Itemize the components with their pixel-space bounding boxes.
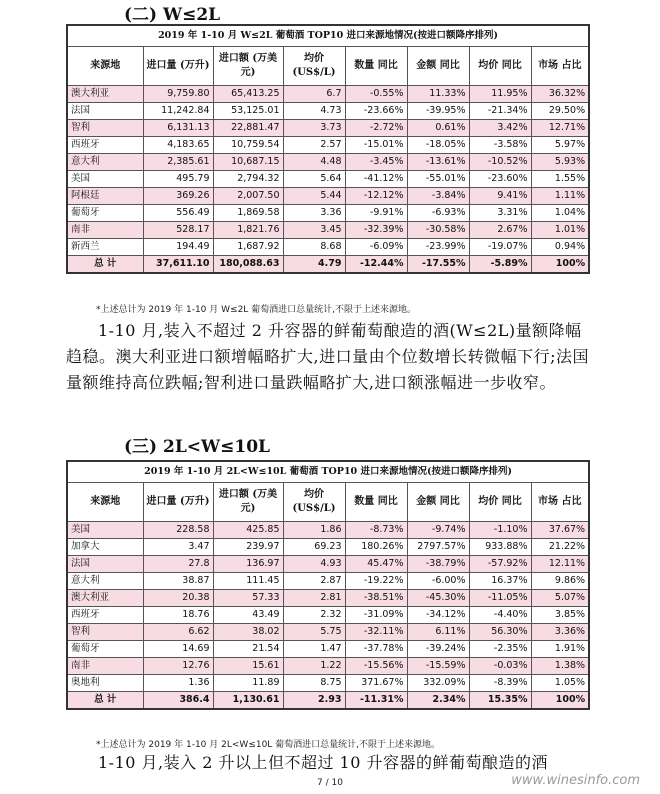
origin-cell: 澳大利亚 [67, 590, 143, 607]
value-cell: 2.57 [283, 137, 345, 154]
value-cell: 21.54 [213, 641, 283, 658]
table-footnote: *上述总计为 2019 年 1-10 月 2L<W≤10L 葡萄酒进口总量统计,不限于上述来源地。 [96, 740, 441, 750]
value-cell: 10,687.15 [213, 154, 283, 171]
column-header: 金额 同比 [407, 47, 469, 86]
value-cell: -57.92% [469, 556, 531, 573]
table-row [67, 590, 589, 607]
value-cell: 5.97% [531, 137, 589, 154]
value-cell: 69.23 [283, 539, 345, 556]
table-row [67, 171, 589, 188]
table-row [67, 675, 589, 692]
value-cell: 2.32 [283, 607, 345, 624]
total-label: 总 计 [67, 256, 143, 274]
column-header: 来源地 [67, 47, 143, 86]
value-cell: 5.75 [283, 624, 345, 641]
table-row [67, 607, 589, 624]
value-cell: 10,759.54 [213, 137, 283, 154]
value-cell: 8.68 [283, 239, 345, 256]
table-row [67, 539, 589, 556]
column-header: 进口量 (万升) [143, 483, 213, 522]
value-cell: 2,007.50 [213, 188, 283, 205]
total-value: 4.79 [283, 256, 345, 274]
value-cell: -38.51% [345, 590, 407, 607]
value-cell: -31.09% [345, 607, 407, 624]
origin-cell: 阿根廷 [67, 188, 143, 205]
total-value: 386.4 [143, 692, 213, 710]
value-cell: 2,794.32 [213, 171, 283, 188]
origin-cell: 西班牙 [67, 137, 143, 154]
analysis-paragraph: 1-10 月,装入 2 升以上但不超过 10 升容器的鲜葡萄酿造的酒 [98, 753, 549, 772]
origin-cell: 美国 [67, 522, 143, 539]
column-header: 进口量 (万升) [143, 47, 213, 86]
origin-cell: 法国 [67, 103, 143, 120]
total-row [67, 692, 589, 710]
total-value: -5.89% [469, 256, 531, 274]
table-row [67, 205, 589, 222]
value-cell: 12.76 [143, 658, 213, 675]
column-header: 均价 (US$/L) [283, 47, 345, 86]
table-row [67, 86, 589, 103]
value-cell: 6.62 [143, 624, 213, 641]
value-cell: -23.99% [407, 239, 469, 256]
total-value: -12.44% [345, 256, 407, 274]
value-cell: 9,759.80 [143, 86, 213, 103]
value-cell: 371.67% [345, 675, 407, 692]
value-cell: 11.33% [407, 86, 469, 103]
value-cell: -4.40% [469, 607, 531, 624]
table-title: 2019 年 1-10 月 W≤2L 葡萄酒 TOP10 进口来源地情况(按进口额降序排列) [67, 25, 589, 47]
value-cell: 4.93 [283, 556, 345, 573]
value-cell: -9.91% [345, 205, 407, 222]
column-header: 金额 同比 [407, 483, 469, 522]
value-cell: 3.85% [531, 607, 589, 624]
value-cell: 12.11% [531, 556, 589, 573]
origin-cell: 南非 [67, 222, 143, 239]
value-cell: 180.26% [345, 539, 407, 556]
value-cell: 53,125.01 [213, 103, 283, 120]
value-cell: 14.69 [143, 641, 213, 658]
total-value: -17.55% [407, 256, 469, 274]
total-value: 100% [531, 256, 589, 274]
value-cell: -8.39% [469, 675, 531, 692]
table-row [67, 573, 589, 590]
value-cell: -15.59% [407, 658, 469, 675]
value-cell: 1,821.76 [213, 222, 283, 239]
origin-cell: 加拿大 [67, 539, 143, 556]
value-cell: -3.58% [469, 137, 531, 154]
value-cell: 1.04% [531, 205, 589, 222]
column-header: 均价 同比 [469, 483, 531, 522]
total-value: 37,611.10 [143, 256, 213, 274]
value-cell: 4.48 [283, 154, 345, 171]
analysis-paragraph: 1-10 月,装入不超过 2 升容器的鲜葡萄酿造的酒(W≤2L)量额降幅趋稳。澳大利亚进口额增幅略扩大,进口量由个位数增长转微幅下行;法国量额维持高位跌幅;智利进口量跌幅略扩大,进口额涨幅进一步收窄。 [66, 321, 589, 392]
value-cell: 1.01% [531, 222, 589, 239]
total-value: 100% [531, 692, 589, 710]
origin-cell: 智利 [67, 624, 143, 641]
value-cell: 20.38 [143, 590, 213, 607]
value-cell: -15.01% [345, 137, 407, 154]
value-cell: 1.11% [531, 188, 589, 205]
origin-cell: 意大利 [67, 573, 143, 590]
value-cell: 3.36% [531, 624, 589, 641]
value-cell: 194.49 [143, 239, 213, 256]
value-cell: 136.97 [213, 556, 283, 573]
value-cell: 6.7 [283, 86, 345, 103]
value-cell: 528.17 [143, 222, 213, 239]
value-cell: 1.86 [283, 522, 345, 539]
value-cell: -6.09% [345, 239, 407, 256]
value-cell: 4,183.65 [143, 137, 213, 154]
value-cell: 11.95% [469, 86, 531, 103]
value-cell: 5.64 [283, 171, 345, 188]
value-cell: 21.22% [531, 539, 589, 556]
value-cell: -13.61% [407, 154, 469, 171]
total-value: -11.31% [345, 692, 407, 710]
value-cell: 43.49 [213, 607, 283, 624]
origin-cell: 法国 [67, 556, 143, 573]
value-cell: -21.34% [469, 103, 531, 120]
value-cell: 111.45 [213, 573, 283, 590]
table-header-row [67, 483, 589, 522]
total-label: 总 计 [67, 692, 143, 710]
column-header: 市场 占比 [531, 47, 589, 86]
value-cell: 9.41% [469, 188, 531, 205]
value-cell: 1.91% [531, 641, 589, 658]
column-header: 均价 同比 [469, 47, 531, 86]
table-w-le-2l [66, 24, 590, 274]
value-cell: 2,385.61 [143, 154, 213, 171]
value-cell: 5.07% [531, 590, 589, 607]
value-cell: -39.95% [407, 103, 469, 120]
value-cell: 3.42% [469, 120, 531, 137]
value-cell: -11.05% [469, 590, 531, 607]
value-cell: 5.93% [531, 154, 589, 171]
value-cell: 1,869.58 [213, 205, 283, 222]
total-value: 180,088.63 [213, 256, 283, 274]
value-cell: -19.07% [469, 239, 531, 256]
value-cell: -2.35% [469, 641, 531, 658]
value-cell: -45.30% [407, 590, 469, 607]
column-header: 进口额 (万美元) [213, 47, 283, 86]
value-cell: -15.56% [345, 658, 407, 675]
table-row [67, 154, 589, 171]
table-footnote: *上述总计为 2019 年 1-10 月 W≤2L 葡萄酒进口总量统计,不限于上述来源地。 [96, 305, 417, 315]
section-heading-w-le-2l: (二) W≤2L [124, 5, 221, 25]
value-cell: 1.05% [531, 675, 589, 692]
origin-cell: 南非 [67, 658, 143, 675]
value-cell: 1.47 [283, 641, 345, 658]
value-cell: 1,687.92 [213, 239, 283, 256]
table-row [67, 641, 589, 658]
value-cell: 1.38% [531, 658, 589, 675]
value-cell: 45.47% [345, 556, 407, 573]
origin-cell: 智利 [67, 120, 143, 137]
value-cell: -32.39% [345, 222, 407, 239]
value-cell: 56.30% [469, 624, 531, 641]
total-value: 1,130.61 [213, 692, 283, 710]
table-row [67, 137, 589, 154]
table-2l-to-10l [66, 460, 590, 710]
origin-cell: 意大利 [67, 154, 143, 171]
value-cell: 556.49 [143, 205, 213, 222]
origin-cell: 西班牙 [67, 607, 143, 624]
value-cell: 12.71% [531, 120, 589, 137]
origin-cell: 奥地利 [67, 675, 143, 692]
value-cell: 228.58 [143, 522, 213, 539]
value-cell: 29.50% [531, 103, 589, 120]
origin-cell: 葡萄牙 [67, 205, 143, 222]
value-cell: 3.31% [469, 205, 531, 222]
value-cell: 369.26 [143, 188, 213, 205]
value-cell: 8.75 [283, 675, 345, 692]
value-cell: -39.24% [407, 641, 469, 658]
value-cell: -3.45% [345, 154, 407, 171]
table-row [67, 624, 589, 641]
value-cell: 5.44 [283, 188, 345, 205]
table-row [67, 103, 589, 120]
value-cell: 6,131.13 [143, 120, 213, 137]
value-cell: -34.12% [407, 607, 469, 624]
value-cell: 2.67% [469, 222, 531, 239]
value-cell: -30.58% [407, 222, 469, 239]
value-cell: -23.60% [469, 171, 531, 188]
total-value: 15.35% [469, 692, 531, 710]
value-cell: -10.52% [469, 154, 531, 171]
table-title: 2019 年 1-10 月 2L<W≤10L 葡萄酒 TOP10 进口来源地情况(按进口额降序排列) [67, 461, 589, 483]
table-row [67, 239, 589, 256]
origin-cell: 葡萄牙 [67, 641, 143, 658]
table-row [67, 556, 589, 573]
value-cell: -0.55% [345, 86, 407, 103]
value-cell: 1.36 [143, 675, 213, 692]
value-cell: 495.79 [143, 171, 213, 188]
value-cell: -12.12% [345, 188, 407, 205]
value-cell: 11.89 [213, 675, 283, 692]
value-cell: 15.61 [213, 658, 283, 675]
value-cell: 65,413.25 [213, 86, 283, 103]
column-header: 来源地 [67, 483, 143, 522]
table-row [67, 222, 589, 239]
column-header: 市场 占比 [531, 483, 589, 522]
value-cell: -2.72% [345, 120, 407, 137]
value-cell: -6.93% [407, 205, 469, 222]
value-cell: 6.11% [407, 624, 469, 641]
value-cell: 3.47 [143, 539, 213, 556]
table-row [67, 188, 589, 205]
value-cell: 11,242.84 [143, 103, 213, 120]
value-cell: 1.55% [531, 171, 589, 188]
value-cell: 933.88% [469, 539, 531, 556]
column-header: 数量 同比 [345, 483, 407, 522]
value-cell: -32.11% [345, 624, 407, 641]
value-cell: 38.87 [143, 573, 213, 590]
value-cell: -41.12% [345, 171, 407, 188]
table-row [67, 522, 589, 539]
value-cell: 27.8 [143, 556, 213, 573]
table-row [67, 658, 589, 675]
value-cell: -6.00% [407, 573, 469, 590]
column-header: 数量 同比 [345, 47, 407, 86]
value-cell: -23.66% [345, 103, 407, 120]
value-cell: 2.87 [283, 573, 345, 590]
value-cell: 332.09% [407, 675, 469, 692]
value-cell: 16.37% [469, 573, 531, 590]
value-cell: 3.73 [283, 120, 345, 137]
origin-cell: 新西兰 [67, 239, 143, 256]
value-cell: 57.33 [213, 590, 283, 607]
table-header-row [67, 47, 589, 86]
value-cell: 22,881.47 [213, 120, 283, 137]
value-cell: 36.32% [531, 86, 589, 103]
value-cell: 425.85 [213, 522, 283, 539]
value-cell: -38.79% [407, 556, 469, 573]
value-cell: -55.01% [407, 171, 469, 188]
value-cell: -0.03% [469, 658, 531, 675]
value-cell: 0.61% [407, 120, 469, 137]
value-cell: 18.76 [143, 607, 213, 624]
value-cell: 38.02 [213, 624, 283, 641]
column-header: 进口额 (万美元) [213, 483, 283, 522]
table-row [67, 120, 589, 137]
section-heading-2l-to-10l: (三) 2L<W≤10L [124, 437, 270, 457]
value-cell: -8.73% [345, 522, 407, 539]
total-value: 2.93 [283, 692, 345, 710]
column-header: 均价 (US$/L) [283, 483, 345, 522]
total-value: 2.34% [407, 692, 469, 710]
value-cell: 0.94% [531, 239, 589, 256]
value-cell: 2797.57% [407, 539, 469, 556]
value-cell: 2.81 [283, 590, 345, 607]
origin-cell: 美国 [67, 171, 143, 188]
value-cell: 4.73 [283, 103, 345, 120]
value-cell: -19.22% [345, 573, 407, 590]
value-cell: -9.74% [407, 522, 469, 539]
value-cell: 239.97 [213, 539, 283, 556]
total-row [67, 256, 589, 274]
value-cell: 3.36 [283, 205, 345, 222]
value-cell: 3.45 [283, 222, 345, 239]
page-number: 7 / 10 [317, 778, 343, 788]
value-cell: -18.05% [407, 137, 469, 154]
value-cell: -37.78% [345, 641, 407, 658]
watermark: www.winesinfo.com [511, 773, 640, 788]
value-cell: -3.84% [407, 188, 469, 205]
value-cell: 9.86% [531, 573, 589, 590]
value-cell: 1.22 [283, 658, 345, 675]
value-cell: 37.67% [531, 522, 589, 539]
origin-cell: 澳大利亚 [67, 86, 143, 103]
value-cell: -1.10% [469, 522, 531, 539]
